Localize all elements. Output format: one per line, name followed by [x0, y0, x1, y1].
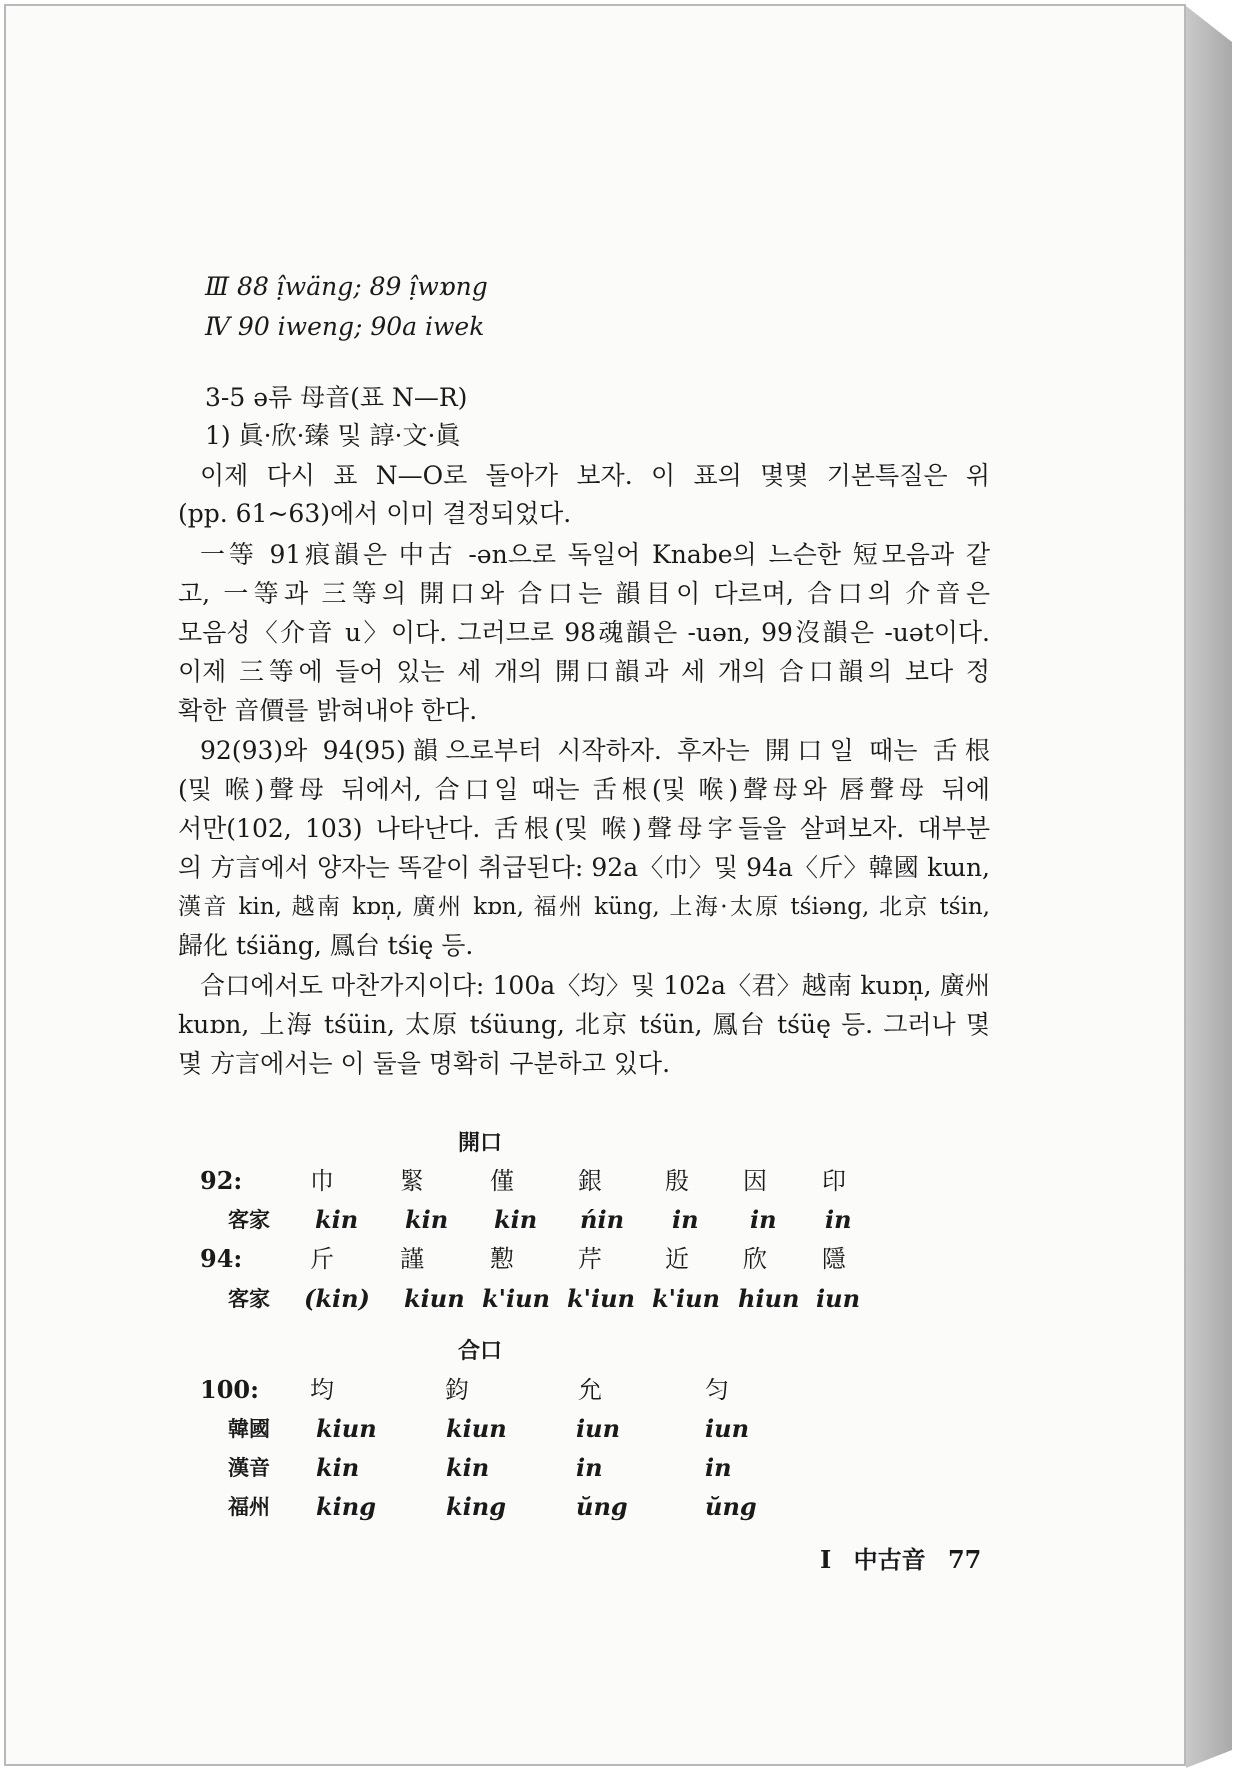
reading-cell: kin — [316, 1453, 360, 1482]
char-cell: 芹 — [578, 1245, 602, 1273]
reading-cell: iun — [816, 1284, 861, 1313]
page-number: 77 — [947, 1545, 982, 1574]
dialect-label: 漢音 — [228, 1455, 270, 1480]
reading-cell: kiun — [446, 1414, 507, 1443]
char-cell: 近 — [665, 1245, 689, 1273]
footer-chapter: I — [820, 1545, 832, 1574]
reading-cell: k'iun — [482, 1284, 550, 1313]
char-cell: 殷 — [665, 1167, 689, 1195]
reading-cell: in — [576, 1453, 603, 1482]
char-cell: 斤 — [310, 1245, 334, 1273]
reading-cell: iun — [576, 1414, 621, 1443]
reading-cell: in — [750, 1205, 777, 1234]
paragraph-3-line-2: (및 喉)聲母 뒤에서, 合口일 때는 舌根(및 喉)聲母와 唇聲母 뒤에 — [178, 775, 990, 804]
reading-cell: in — [672, 1205, 699, 1234]
row-label: 92: — [200, 1166, 243, 1195]
reading-cell: ŭng — [705, 1492, 757, 1521]
paragraph-4-line-3: 몇 方言에서는 이 둘을 명확히 구분하고 있다. — [178, 1049, 671, 1078]
reading-cell: ŭng — [576, 1492, 628, 1521]
reading-cell: k'iun — [652, 1284, 720, 1313]
reading-cell: king — [446, 1492, 506, 1521]
char-cell: 匀 — [705, 1376, 729, 1404]
reading-cell: in — [705, 1453, 732, 1482]
reading-cell: (kin) — [304, 1284, 370, 1313]
char-cell: 銀 — [578, 1167, 602, 1195]
paragraph-2-line-3: 모음성〈介音 u〉이다. 그러므로 98魂韻은 -uən, 99沒韻은 -uət이다. — [178, 618, 990, 647]
char-cell: 允 — [578, 1376, 602, 1404]
row-label: 94: — [200, 1244, 243, 1273]
dialect-label: 福州 — [228, 1494, 270, 1519]
paragraph-4-line-1: 合口에서도 마찬가지이다: 100a〈均〉및 102a〈君〉越南 kuɒn̩, 廣州 — [200, 971, 990, 1000]
paragraph-3-line-1: 92(93)와 94(95)韻으로부터 시작하자. 후자는 開口일 때는 舌根 — [200, 736, 990, 765]
reading-cell: in — [825, 1205, 852, 1234]
reading-cell: kin — [494, 1205, 538, 1234]
paragraph-2-line-5: 확한 音價를 밝혀내야 한다. — [178, 696, 478, 725]
char-cell: 懃 — [490, 1245, 514, 1273]
reading-cell: kin — [315, 1205, 359, 1234]
paragraph-2-line-1: 一等 91痕韻은 中古 -ən으로 독일어 Knabe의 느슨한 短모음과 같 — [200, 540, 990, 569]
section-title: 3-5 ə류 母音(표 N—R) — [205, 383, 468, 412]
paragraph-4-line-2: kuɒn, 上海 tśüin, 太原 tśüung, 北京 tśün, 鳳台 tśüę̣ 등. 그러나 몇 — [178, 1010, 990, 1039]
paragraph-3-line-5: 漢音 kin, 越南 kɒn̩, 廣州 kɒn, 福州 küng, 上海·太原 tśiəng, 北京 tśin, — [178, 894, 990, 920]
reading-cell: kiun — [404, 1284, 465, 1313]
paragraph-2-line-2: 고, 一等과 三等의 開口와 合口는 韻目이 다르며, 合口의 介音은 — [178, 579, 990, 608]
paragraph-1-line-2: (pp. 61~63)에서 이미 결정되었다. — [178, 499, 572, 528]
char-cell: 欣 — [743, 1245, 767, 1273]
char-cell: 謹 — [400, 1245, 424, 1273]
list-item-iv: Ⅳ 90 iweng; 90a iwek — [205, 312, 485, 341]
paragraph-3-line-3: 서만(102, 103) 나타난다. 舌根(및 喉)聲母字들을 살펴보자. 대부분 — [178, 814, 990, 843]
reading-cell: iun — [705, 1414, 750, 1443]
reading-cell: ńin — [580, 1205, 625, 1234]
char-cell: 巾 — [310, 1167, 334, 1195]
char-cell: 印 — [822, 1167, 846, 1195]
paragraph-3-line-4: 의 方言에서 양자는 똑같이 취급된다: 92a〈巾〉및 94a〈斤〉韓國 kɯn, — [178, 853, 990, 882]
table-heading-hekou: 合口 — [458, 1338, 503, 1364]
table-heading-kaikou: 開口 — [458, 1130, 503, 1156]
char-cell: 鈞 — [445, 1376, 469, 1404]
dialect-label: 客家 — [228, 1286, 270, 1311]
char-cell: 僅 — [490, 1167, 514, 1195]
footer-title: 中古音 — [853, 1545, 926, 1574]
dialect-label: 客家 — [228, 1207, 270, 1232]
paragraph-2-line-4: 이제 三等에 들어 있는 세 개의 開口韻과 세 개의 合口韻의 보다 정 — [178, 657, 990, 686]
char-cell: 因 — [743, 1167, 767, 1195]
paragraph-1-line-1: 이제 다시 표 N—O로 돌아가 보자. 이 표의 몇몇 기본특질은 위 — [200, 461, 990, 490]
paragraph-3-line-6: 歸化 tśiäng, 鳳台 tśię̣ 등. — [178, 931, 474, 960]
char-cell: 隱 — [822, 1245, 846, 1273]
reading-cell: kin — [405, 1205, 449, 1234]
char-cell: 緊 — [400, 1167, 424, 1195]
reading-cell: kin — [446, 1453, 490, 1482]
page-edge-shadow — [1186, 6, 1232, 1768]
char-cell: 均 — [310, 1376, 334, 1404]
subsection-title: 1) 眞·欣·臻 및 諄·文·眞 — [205, 421, 461, 450]
reading-cell: kiun — [316, 1414, 377, 1443]
reading-cell: king — [316, 1492, 376, 1521]
reading-cell: hiun — [738, 1284, 800, 1313]
row-label: 100: — [200, 1375, 259, 1404]
page-footer — [820, 1545, 981, 1575]
dialect-label: 韓國 — [228, 1416, 270, 1441]
reading-cell: k'iun — [567, 1284, 635, 1313]
list-item-iii: Ⅲ 88 ị̂wäng; 89 ị̂wɒng — [205, 272, 488, 301]
